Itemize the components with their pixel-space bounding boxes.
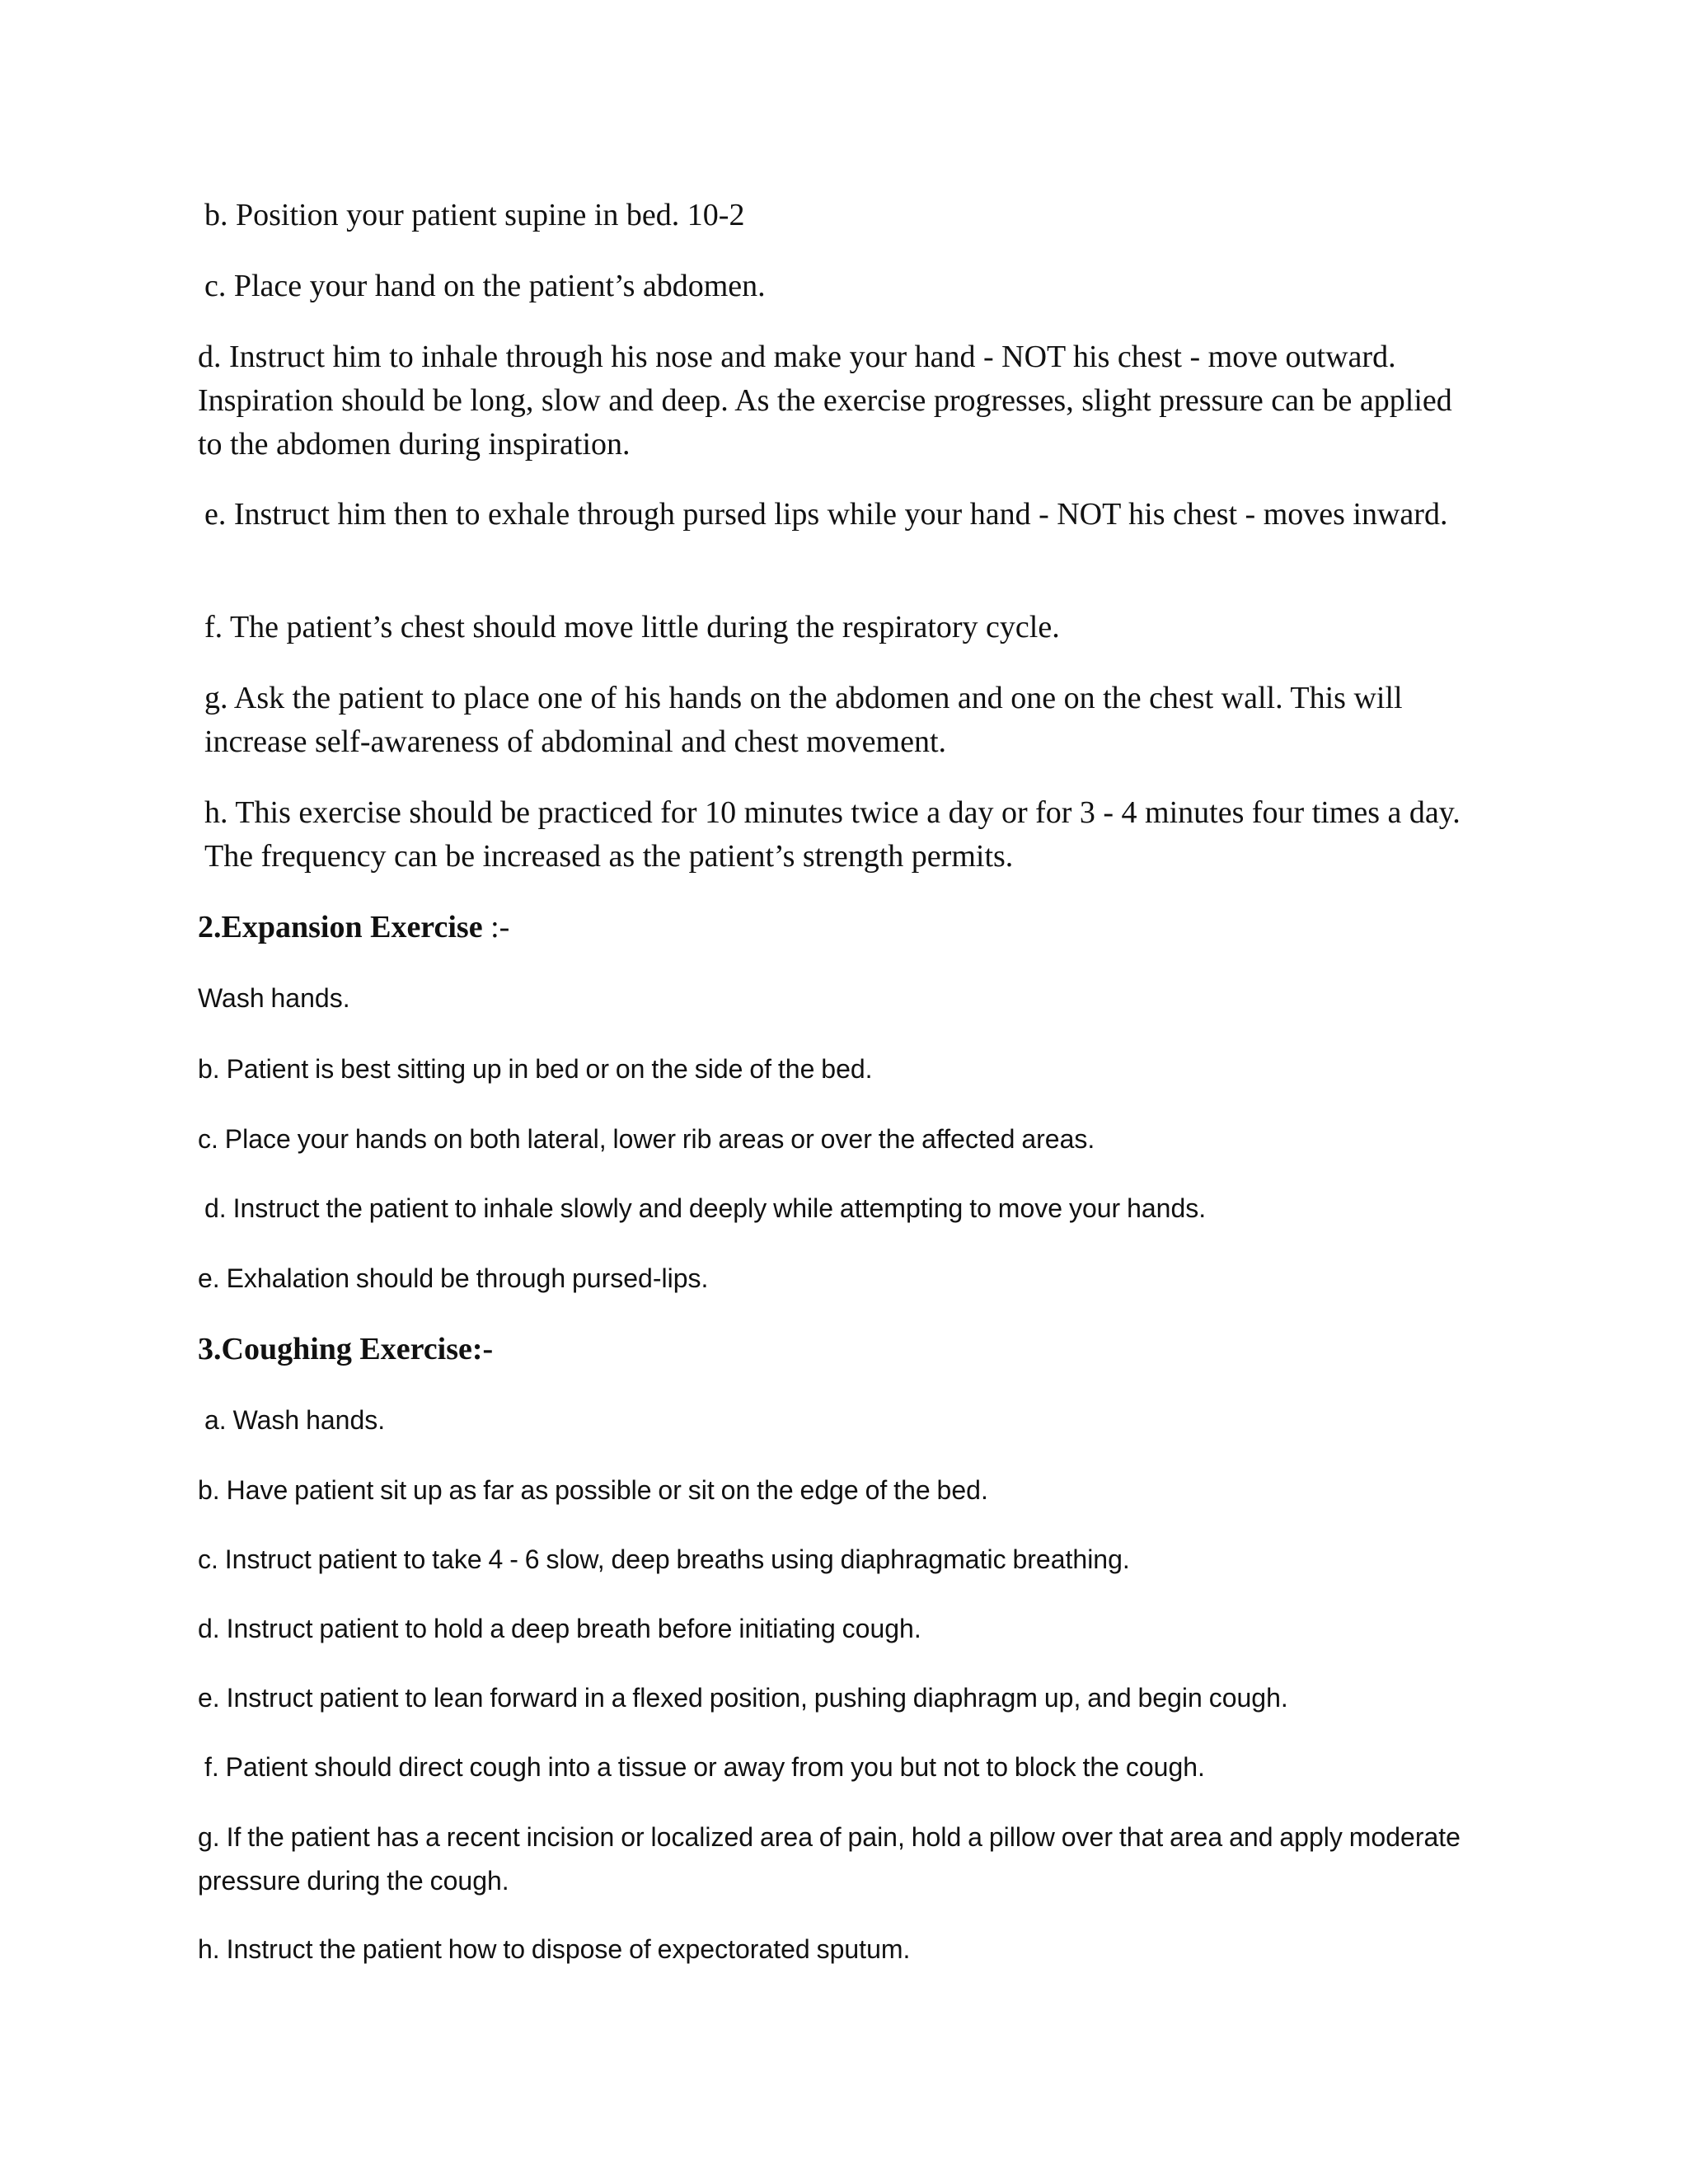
coughing-step-c: c. Instruct patient to take 4 - 6 slow, deep breaths using diaphragmatic breathing. (198, 1544, 1130, 1574)
step-h-practice-frequency: h. This exercise should be practiced for 10 minutes twice a day or for 3 - 4 minutes four times a day. The frequency can be increased as the patient’s strength permits. (204, 795, 1461, 874)
coughing-step-b: b. Have patient sit up as far as possible or sit on the edge of the bed. (198, 1475, 988, 1505)
coughing-exercise-heading (198, 1328, 1484, 1371)
coughing-heading-text: 3.Coughing Exercise:- (198, 1332, 494, 1366)
step-b-position-patient: b. Position your patient supine in bed. 10-2 (204, 198, 745, 232)
expansion-heading-suffix: :- (482, 910, 510, 944)
step-f-chest-movement: f. The patient’s chest should move little during the respiratory cycle. (204, 610, 1060, 644)
step-e-exhale-instruction: e. Instruct him then to exhale through pursed lips while your hand - NOT his chest - moves inward. (204, 497, 1448, 532)
coughing-step-d: d. Instruct patient to hold a deep breath before initiating cough. (198, 1614, 921, 1643)
expansion-step-e: e. Exhalation should be through pursed-lips. (198, 1263, 709, 1293)
coughing-step-a: a. Wash hands. (204, 1405, 386, 1435)
step-c-place-hand: c. Place your hand on the patient’s abdomen. (204, 269, 766, 303)
expansion-step-wash-hands: Wash hands. (198, 983, 350, 1013)
expansion-step-c: c. Place your hands on both lateral, lower rib areas or over the affected areas. (198, 1124, 1095, 1154)
expansion-exercise-heading (198, 906, 1484, 949)
expansion-heading-text: 2.Expansion Exercise (198, 910, 483, 944)
expansion-step-b: b. Patient is best sitting up in bed or on the side of the bed. (198, 1054, 873, 1084)
step-g-self-awareness: g. Ask the patient to place one of his hands on the abdomen and one on the chest wall. This will increase self-awareness of abdominal and chest movement. (204, 681, 1403, 759)
coughing-step-f: f. Patient should direct cough into a tissue or away from you but not to block the cough. (204, 1752, 1205, 1782)
coughing-step-e: e. Instruct patient to lean forward in a flexed position, pushing diaphragm up, and begin cough. (198, 1683, 1288, 1713)
coughing-step-g: g. If the patient has a recent incision or localized area of pain, hold a pillow over that area and apply moderate pressure during the cough. (198, 1822, 1461, 1896)
coughing-step-h: h. Instruct the patient how to dispose of expectorated sputum. (198, 1934, 911, 1964)
expansion-step-d: d. Instruct the patient to inhale slowly and deeply while attempting to move your hands. (204, 1193, 1207, 1223)
step-d-inhale-instruction: d. Instruct him to inhale through his nose and make your hand - NOT his chest - move outward. Inspiration should be long, slow and deep. As the exercise progresses, slight pressure can be applied to the abdomen during inspiration. (198, 340, 1452, 462)
